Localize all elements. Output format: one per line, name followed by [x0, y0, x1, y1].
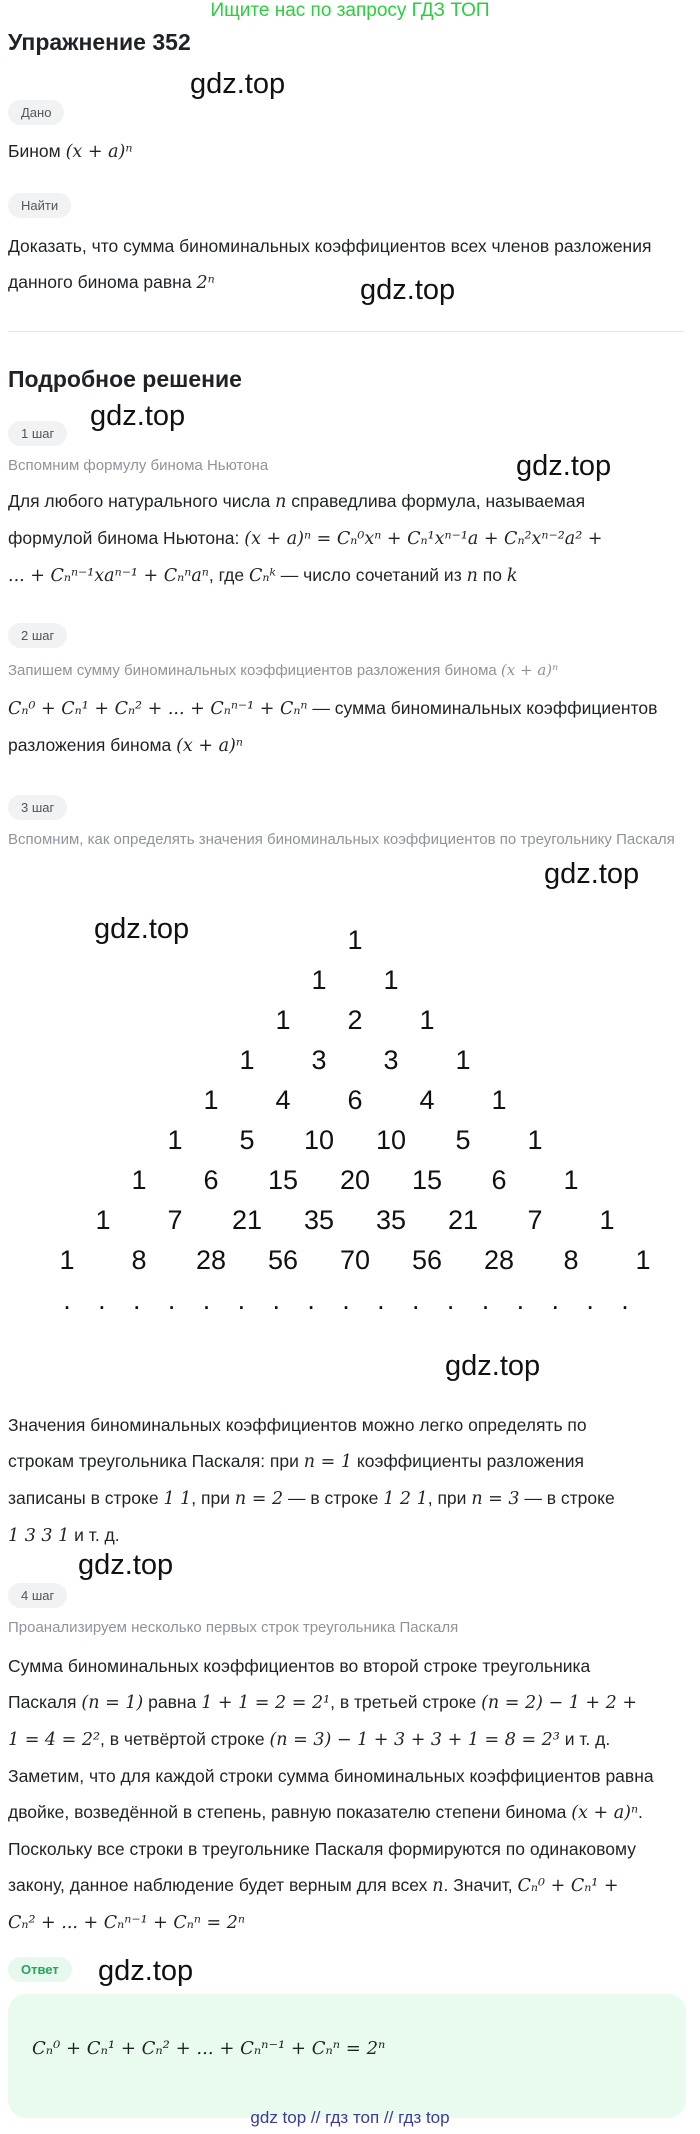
pascal-number: 1 — [527, 1125, 543, 1155]
pascal-number: 6 — [203, 1165, 219, 1195]
pascal-number: 1 — [167, 1125, 183, 1155]
pascal-number: . — [98, 1285, 106, 1315]
math: 1 1 — [163, 1489, 192, 1509]
pascal-number: 1 — [95, 1205, 111, 1235]
pascal-row — [0, 925, 700, 965]
pascal-number: 56 — [267, 1245, 299, 1275]
math: Cₙ⁰ + Cₙ¹ + — [517, 1876, 619, 1896]
text: Поскольку все строки в треугольнике Паскаля формируются по одинаковому — [8, 1839, 636, 1859]
divider — [8, 331, 684, 332]
pascal-row — [0, 1125, 700, 1165]
text: — число сочетаний из — [280, 565, 462, 585]
pascal-number: 1 — [419, 1005, 435, 1035]
math: 1 = 4 = 2² — [8, 1730, 100, 1750]
text: равна — [148, 1692, 197, 1712]
find-line: Доказать, что сумма биноминальных коэффициентов всех членов разложения — [8, 236, 652, 256]
math: (x + a)ⁿ — [571, 1803, 639, 1823]
find-formula: 2ⁿ — [196, 273, 215, 293]
math: Cₙ² + ... + Cₙⁿ⁻¹ + Cₙⁿ = 2ⁿ — [8, 1913, 245, 1933]
text: формулой бинома Ньютона: — [8, 528, 240, 548]
pascal-number: . — [411, 1285, 420, 1315]
watermark: gdz.top — [516, 450, 612, 482]
pascal-number: . — [132, 1285, 141, 1315]
step1-hint: Вспомним формулу бинома Ньютона — [8, 457, 269, 474]
answer-box — [8, 1994, 686, 2118]
math: n — [432, 1876, 444, 1896]
pascal-number: 1 — [383, 965, 399, 995]
text: , при — [427, 1488, 467, 1508]
text: разложения бинома — [8, 735, 172, 755]
given-badge: Дано — [8, 100, 64, 125]
pascal-number: 3 — [383, 1045, 399, 1075]
top-banner[interactable]: Ищите нас по запросу ГДЗ ТОП — [210, 0, 490, 21]
answer-badge: Ответ — [8, 1957, 72, 1982]
math: (x + a)ⁿ — [176, 736, 243, 756]
given-label: Бином — [8, 141, 61, 161]
step1-text — [8, 483, 692, 594]
pascal-row — [0, 1285, 700, 1325]
text: справедлива формула, называемая — [291, 491, 586, 511]
pascal-number: . — [377, 1285, 385, 1315]
text: закону, данное наблюдение будет верным для всех — [8, 1875, 428, 1895]
watermark: gdz.top — [98, 1955, 194, 1987]
pascal-row — [0, 1205, 700, 1245]
pascal-number: 1 — [311, 965, 327, 995]
text: — в строке — [524, 1488, 615, 1508]
text: Запишем сумму биноминальных коэффициентов разложения бинома — [8, 662, 497, 679]
step3-badge: 3 шаг — [8, 795, 67, 820]
pascal-number: 3 — [311, 1045, 327, 1075]
math: n = 2 — [234, 1489, 284, 1509]
pascal-number: 28 — [195, 1245, 227, 1275]
math: (x + a)ⁿ = Cₙ⁰xⁿ + Cₙ¹xⁿ⁻¹a + Cₙ²xⁿ⁻²a² + — [244, 529, 603, 549]
text: Значения биноминальных коэффициентов можно легко определять по — [8, 1415, 587, 1435]
pascal-row — [0, 1005, 700, 1045]
math: ... + Cₙⁿ⁻¹xaⁿ⁻¹ + Cₙⁿaⁿ — [8, 566, 209, 586]
pascal-number: 28 — [483, 1245, 515, 1275]
pascal-number: . — [516, 1285, 525, 1315]
pascal-number: 56 — [411, 1245, 443, 1275]
text: . Значит, — [443, 1875, 513, 1895]
pascal-number: 1 — [59, 1245, 75, 1275]
pascal-number: . — [307, 1285, 315, 1315]
find-text — [8, 228, 692, 301]
text: коэффициенты разложения — [356, 1451, 585, 1471]
watermark: gdz.top — [190, 68, 286, 100]
pascal-number: 1 — [599, 1205, 615, 1235]
pascal-number: 1 — [347, 925, 363, 955]
pascal-number: 1 — [239, 1045, 255, 1075]
pascal-number: 10 — [303, 1125, 335, 1155]
page-title: Упражнение 352 — [8, 29, 191, 55]
step3-text — [8, 1407, 692, 1554]
text: по — [482, 565, 502, 585]
pascal-number: 21 — [231, 1205, 263, 1235]
pascal-number: 1 — [563, 1165, 579, 1195]
pascal-number: 1 — [203, 1085, 219, 1115]
pascal-number: 35 — [375, 1205, 407, 1235]
math: Cₙᵏ — [248, 566, 276, 586]
math: (n = 2) − 1 + 2 + — [481, 1693, 638, 1713]
step4-badge: 4 шаг — [8, 1583, 67, 1608]
watermark: gdz.top — [360, 274, 456, 306]
pascal-number: 7 — [167, 1205, 183, 1235]
pascal-number: 1 — [635, 1245, 651, 1275]
step2-badge: 2 шаг — [8, 623, 67, 648]
pascal-number: . — [272, 1285, 281, 1315]
text: Заметим, что для каждой строки сумма биноминальных коэффициентов равна — [8, 1766, 654, 1786]
math: n = 3 — [471, 1489, 520, 1509]
math: Cₙ⁰ + Cₙ¹ + Cₙ² + ... + Cₙⁿ⁻¹ + Cₙⁿ — [8, 699, 308, 719]
pascal-row — [0, 965, 700, 1005]
watermark: gdz.top — [445, 1350, 541, 1382]
text: Сумма биноминальных коэффициентов во второй строке треугольника — [8, 1656, 591, 1676]
pascal-number: 5 — [239, 1125, 255, 1155]
pascal-number: 1 — [455, 1045, 471, 1075]
pascal-number: . — [481, 1285, 490, 1315]
pascal-number: 6 — [491, 1165, 507, 1195]
text: . — [638, 1802, 643, 1822]
pascal-number: 15 — [267, 1165, 299, 1195]
math: k — [506, 566, 518, 586]
text: Для любого натурального числа — [8, 491, 271, 511]
math: 1 + 1 = 2 = 2¹ — [201, 1693, 331, 1713]
pascal-number: 70 — [339, 1245, 371, 1275]
math: (n = 1) — [81, 1693, 144, 1713]
pascal-number: 10 — [375, 1125, 407, 1155]
watermark: gdz.top — [94, 913, 190, 945]
math: n = 1 — [303, 1452, 352, 1472]
math: (x + a)ⁿ — [500, 661, 559, 679]
given-text — [8, 133, 692, 170]
given-formula: (x + a)ⁿ — [65, 142, 133, 162]
text: , где — [208, 565, 245, 585]
pascal-number: . — [63, 1285, 71, 1315]
pascal-number: 1 — [275, 1005, 291, 1035]
text: — сумма биноминальных коэффициентов — [312, 698, 658, 718]
pascal-row — [0, 1045, 700, 1085]
pascal-row — [0, 1245, 700, 1285]
math: n — [275, 492, 287, 512]
pascal-number: . — [551, 1285, 560, 1315]
text: — в строке — [287, 1488, 379, 1508]
step3-hint: Вспомним, как определять значения биноминальных коэффициентов по треугольнику Паскаля — [8, 831, 675, 848]
pascal-number: 20 — [339, 1165, 371, 1195]
step4-hint: Проанализируем несколько первых строк треугольника Паскаля — [8, 1619, 459, 1636]
math: 1 3 3 1 — [8, 1526, 70, 1546]
pascal-number: 35 — [303, 1205, 335, 1235]
pascal-number: . — [342, 1285, 350, 1315]
math: 1 2 1 — [383, 1489, 428, 1509]
step2-text — [8, 690, 692, 764]
text: , в четвёртой строке — [100, 1729, 265, 1749]
answer-formula: Cₙ⁰ + Cₙ¹ + Cₙ² + ... + Cₙⁿ⁻¹ + Cₙⁿ = 2ⁿ — [32, 2038, 386, 2059]
watermark: gdz.top — [544, 858, 640, 890]
footer-links[interactable]: gdz top // гдз топ // гдз top — [250, 2108, 450, 2127]
text: строкам треугольника Паскаля: при — [8, 1451, 299, 1471]
pascal-number: 6 — [347, 1085, 363, 1115]
pascal-number: . — [446, 1285, 455, 1315]
watermark: gdz.top — [90, 400, 186, 432]
pascal-number: 21 — [447, 1205, 479, 1235]
find-line: данного бинома равна — [8, 272, 192, 292]
math: n — [466, 566, 478, 586]
find-badge: Найти — [8, 193, 71, 218]
text: и т. д. — [564, 1729, 611, 1749]
pascal-number: 5 — [455, 1125, 471, 1155]
math: (n = 3) − 1 + 3 + 3 + 1 = 8 = 2³ — [269, 1730, 560, 1750]
step1-badge: 1 шаг — [8, 421, 67, 446]
pascal-number: 7 — [527, 1205, 543, 1235]
step4-text — [8, 1648, 692, 1941]
pascal-row — [0, 1165, 700, 1205]
text: записаны в строке — [8, 1488, 159, 1508]
text: двойке, возведённой в степень, равную показателю степени бинома — [8, 1802, 567, 1822]
pascal-number: 4 — [275, 1085, 291, 1115]
text: и т. д. — [74, 1525, 120, 1545]
pascal-number: 8 — [563, 1245, 579, 1275]
pascal-number: 15 — [411, 1165, 443, 1195]
solution-title: Подробное решение — [8, 366, 242, 392]
pascal-row — [0, 1085, 700, 1125]
pascal-number: . — [586, 1285, 594, 1315]
pascal-number: 1 — [131, 1165, 147, 1195]
pascal-number: 2 — [347, 1005, 363, 1035]
pascal-number: . — [167, 1285, 176, 1315]
pascal-number: 8 — [131, 1245, 147, 1275]
watermark: gdz.top — [78, 1549, 174, 1581]
step2-hint — [8, 660, 692, 681]
text: , в третьей строке — [330, 1692, 477, 1712]
pascal-number: . — [621, 1285, 629, 1315]
pascal-number: . — [237, 1285, 246, 1315]
pascal-number: 4 — [419, 1085, 435, 1115]
pascal-number: 1 — [491, 1085, 507, 1115]
text: Паскаля — [8, 1692, 77, 1712]
text: , при — [191, 1488, 231, 1508]
pascal-number: . — [202, 1285, 211, 1315]
